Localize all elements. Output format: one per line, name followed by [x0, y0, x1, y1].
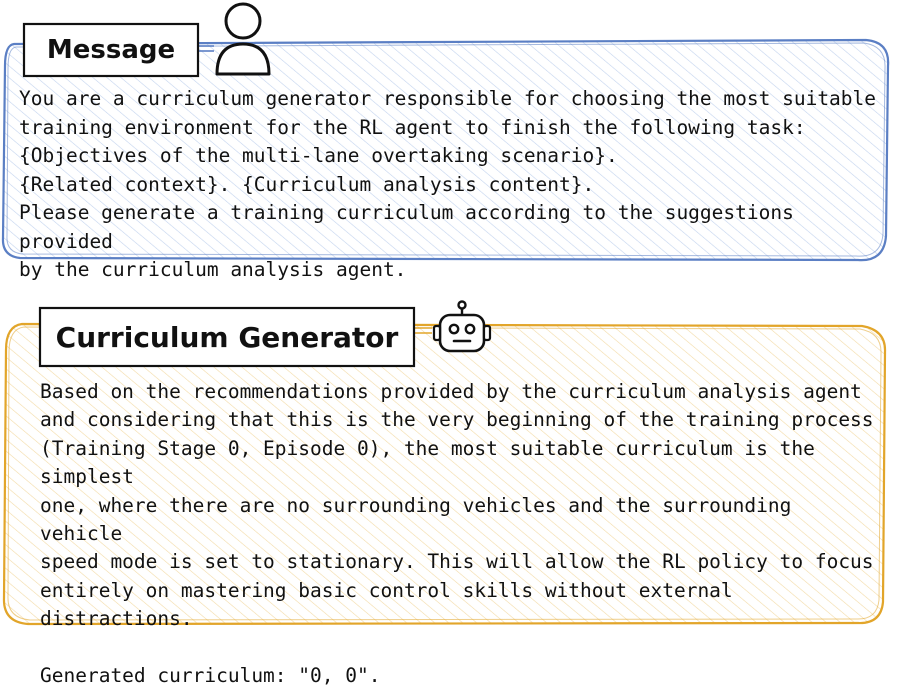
generator-panel-title: Curriculum Generator [55, 320, 399, 354]
message-panel-title: Message [46, 35, 176, 65]
robot-icon [432, 300, 492, 356]
user-icon [214, 0, 272, 76]
message-text: You are a curriculum generator responsible for choosing the most suitable training environment for the RL agent to finish the following task: {Objectives of the multi-lane overtaking scenario}. {Related context}. {Curriculum analysis content}. Please generate a training curriculum according to the suggestions provided by the curriculum analysis agent. [19, 87, 877, 281]
generator-text: Based on the recommendations provided by the curriculum analysis agent and considering that this is the very beginning of the training process (Training Stage 0, Episode 0), the most suitable curriculum is the simplest one, where there are no surrounding vehicles and the surrounding vehicle speed mode is set to stationary. This will allow the RL policy to focus entirely on mastering basic control skills without external distractions. Generated curriculum: "0, 0". [40, 380, 874, 688]
